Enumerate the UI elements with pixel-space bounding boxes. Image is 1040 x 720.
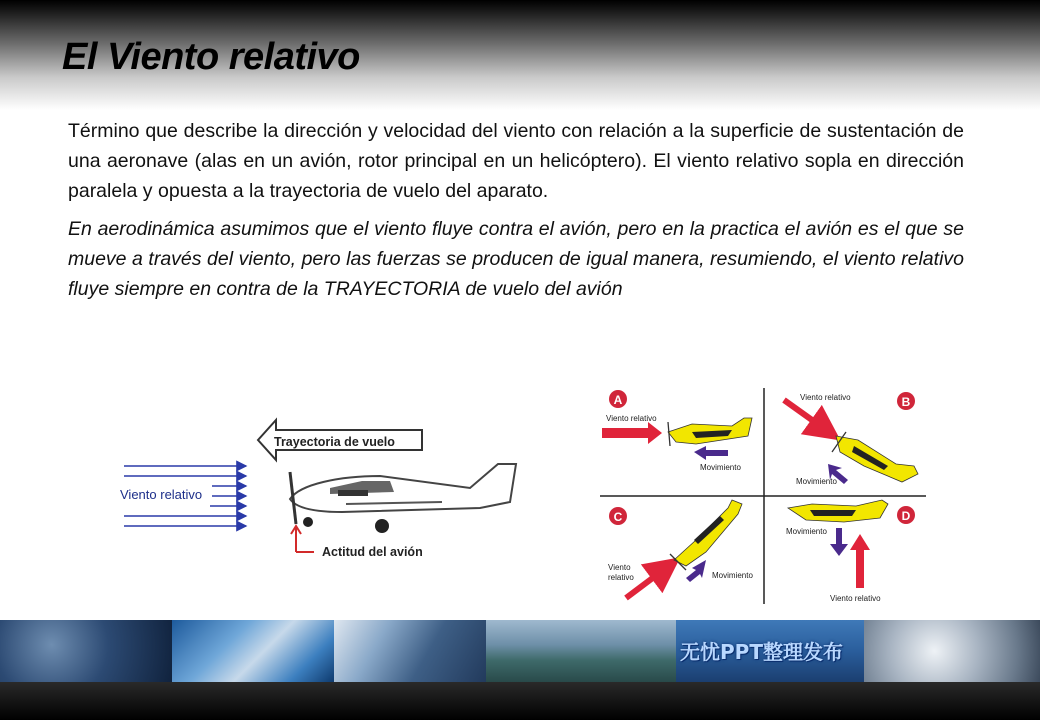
- letter-a: A: [613, 393, 623, 407]
- wind-label-d: Viento relativo: [830, 594, 881, 603]
- plane-b: [836, 436, 918, 482]
- move-arrow-a: [694, 446, 728, 460]
- quadrant-b: [784, 392, 918, 486]
- letter-c: C: [613, 510, 623, 524]
- earth-image: [172, 620, 334, 682]
- wind-arrow-b: [784, 400, 826, 430]
- paragraph-explanation: En aerodinámica asumimos que el viento fluye contra el avión, pero en la practica el avión es el que se mueve a través del viento, pero las fuerzas se producen de igual manera, resumiendo, el viento relativo fluye siempre en contra de la TRAYECTORIA de vuelo del avión: [68, 218, 964, 300]
- wind-label-a: Viento relativo: [606, 414, 657, 423]
- plane-a: [668, 418, 752, 444]
- letter-b: B: [901, 395, 911, 409]
- wind-movement-quadrants: [596, 384, 930, 606]
- move-label-a: Movimiento: [700, 463, 741, 472]
- relative-wind-diagram: [110, 404, 550, 584]
- wind-label: Viento relativo: [120, 487, 203, 502]
- move-label-d: Movimiento: [786, 527, 827, 536]
- flight-path-arrow: [258, 420, 422, 460]
- compass-image: [0, 620, 172, 682]
- flight-path-label: Trayectoria de vuelo: [274, 435, 395, 449]
- move-arrow-d: [830, 528, 848, 556]
- keyboard-image: [334, 620, 486, 682]
- watermark: 无忧PPT整理发布: [680, 640, 843, 664]
- letter-d: D: [901, 509, 911, 523]
- quadrant-c: [608, 500, 753, 598]
- wind-label-c-line2: relativo: [608, 573, 634, 582]
- move-label-c: Movimiento: [712, 571, 753, 580]
- paragraph-definition: Término que describe la dirección y velocidad del viento con relación a la superficie de sustentación de una aeronave (alas en un avión, rotor principal en un helicóptero). El viento relativo sopla en dirección paralela y opuesta a la trayectoria de vuelo del aparato.: [68, 120, 964, 202]
- landscape-image: [486, 620, 676, 682]
- attitude-label: Actitud del avión: [322, 545, 423, 559]
- footer-image-strip: [0, 620, 1040, 682]
- move-label-b: Movimiento: [796, 477, 837, 486]
- airplane-icon: [290, 464, 516, 533]
- slide-title: El Viento relativo: [62, 36, 360, 78]
- body-text: [68, 116, 964, 312]
- quadrant-d: [786, 500, 915, 603]
- wind-label-c-line1: Viento: [608, 563, 631, 572]
- footer-band: [0, 682, 1040, 720]
- attitude-indicator: [291, 526, 423, 559]
- wind-arrow-a: [602, 422, 662, 444]
- wind-arrow-d: [850, 534, 870, 588]
- globe-image: [864, 620, 1040, 682]
- wind-label-b: Viento relativo: [800, 393, 851, 402]
- quadrant-a: [602, 390, 752, 472]
